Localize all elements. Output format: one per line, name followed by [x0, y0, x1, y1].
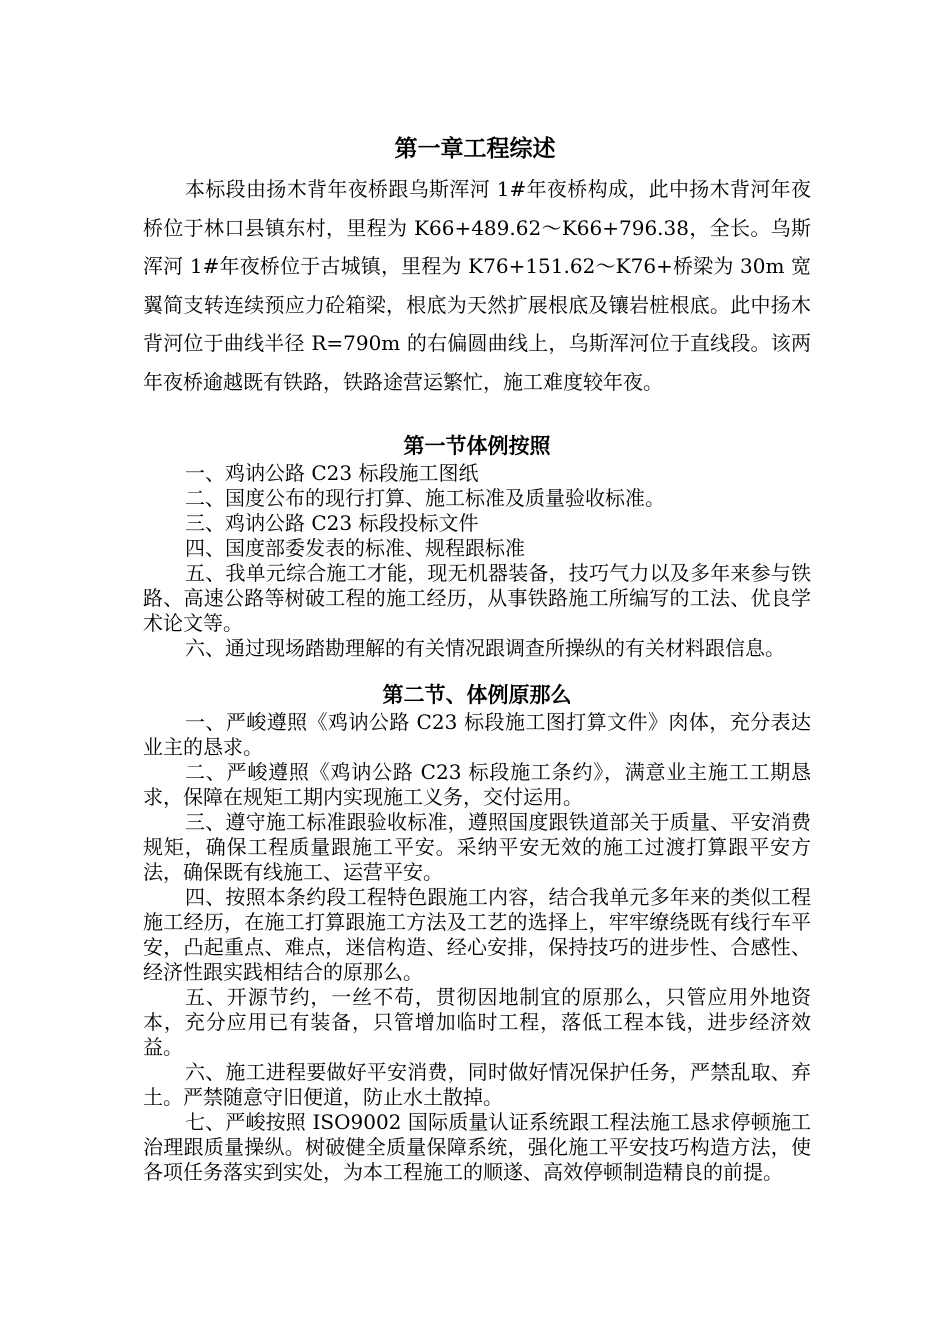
list-item: 三、遵守施工标准跟验收标准，遵照国度跟铁道部关于质量、平安消费规矩，确保工程质量跟施工平安。采纳平安无效的施工过渡打算跟平安方法，确保既有线施工、运营平安。: [143, 810, 811, 884]
list-item: 六、施工进程要做好平安消费，同时做好情况保护任务，严禁乱取、弃土。严禁随意守旧便道，防止水土散掉。: [143, 1060, 811, 1109]
list-item: 五、我单元综合施工才能，现无机器装备，技巧气力以及多年来参与铁路、高速公路等树破工程的施工经历，从事铁路施工所编写的工法、优良学术论文等。: [143, 561, 811, 635]
section-principles: [143, 679, 811, 1185]
list-item: 六、通过现场踏勘理解的有关情况跟调查所操纵的有关材料跟信息。: [185, 636, 785, 660]
list-item: 四、国度部委发表的标准、规程跟标准: [185, 536, 525, 560]
list-item: 七、严峻按照 ISO9002 国际质量认证系统跟工程法施工恳求停顿施工治理跟质量操纵。树破健全质量保障系统，强化施工平安技巧构造方法，使各项任务落实到实处，为本工程施工的顺遂、高效停顿制造精良的前提。: [143, 1110, 811, 1184]
list-item: 二、国度公布的现行打算、施工标准及质量验收标准。: [185, 486, 665, 510]
section-heading: 第二节、体例原那么: [382, 682, 572, 707]
list-item: 五、开源节约，一丝不苟，贯彻因地制宜的原那么，只管应用外地资本，充分应用已有装备，只管增加临时工程，落低工程本钱，进步经济效益。: [143, 985, 811, 1059]
intro-paragraph: 本标段由扬木背年夜桥跟乌斯浑河 1#年夜桥构成，此中扬木背河年夜桥位于林口县镇东村，里程为 K66+489.62～K66+796.38，全长。乌斯浑河 1#年夜桥位于古城镇，里程为 K76+151.62～K76+桥梁为 30m 宽翼简支转连续预应力砼箱梁，根底为天然扩展根底及镶岩桩根底。此中扬木背河位于曲线半径 R=790m 的右偏圆曲线上，乌斯浑河位于直线段。该两年夜桥逾越既有铁路，铁路途营运繁忙，施工难度较年夜。: [143, 177, 811, 394]
section-basis: [143, 430, 811, 661]
section-heading: 第一节体例按照: [403, 433, 551, 458]
list-item: 三、鸡讷公路 C23 标段投标文件: [185, 511, 479, 535]
list-item: 一、严峻遵照《鸡讷公路 C23 标段施工图打算文件》肉体，充分表达业主的恳求。: [143, 710, 811, 759]
list-item: 二、严峻遵照《鸡讷公路 C23 标段施工条约》，满意业主施工工期恳求，保障在规矩工期内实现施工义务，交付运用。: [143, 760, 811, 809]
list-item: 四、按照本条约段工程特色跟施工内容，结合我单元多年来的类似工程施工经历，在施工打算跟施工方法及工艺的选择上，牢牢缭绕既有线行车平安，凸起重点、难点，迷信构造、经心安排，保持技巧的进步性、合感性、经济性跟实践相结合的原那么。: [143, 885, 811, 984]
chapter-title: 第一章工程综述: [394, 135, 556, 162]
list-item: 一、鸡讷公路 C23 标段施工图纸: [185, 461, 479, 485]
